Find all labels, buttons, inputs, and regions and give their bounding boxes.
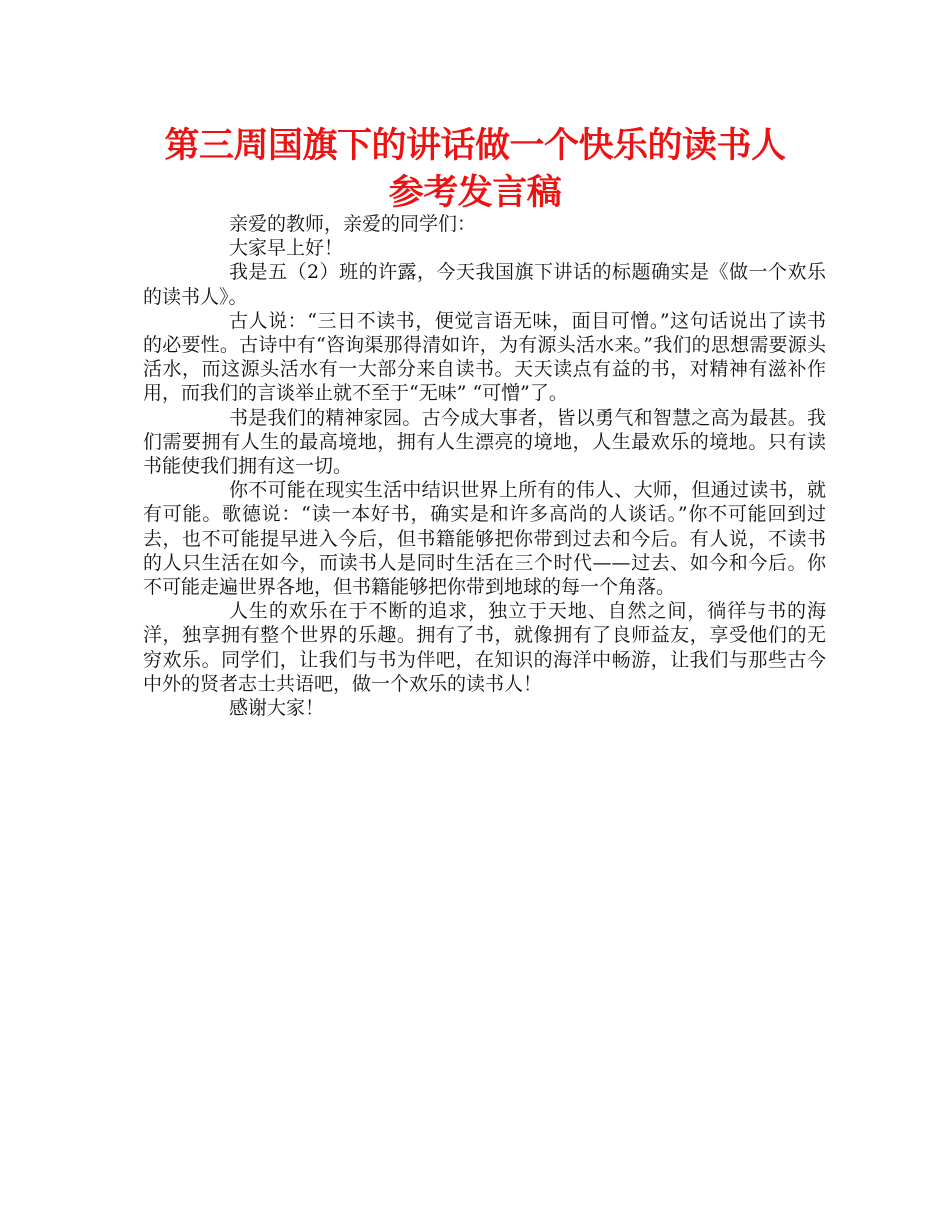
document-title-line-2: 参考发言稿 [388,173,562,213]
salutation-paragraph: 大家早上好！ [229,237,344,260]
closing-paragraph: 感谢大家！ [229,697,325,720]
intro-paragraph: 我是五（2）班的许露，今天我国旗下讲话的标题确实是《做一个欢乐的读书人》。 [143,261,826,308]
body-paragraph: 人生的欢乐在于不断的追求，独立于天地、自然之间，徜徉与书的海洋，独享拥有整个世界的乐趣。拥有了书，就像拥有了良师益友，享受他们的无穷欢乐。同学们，让我们与书为伴吧，在知识的海洋中畅游，让我们与那些古今中外的贤者志士共语吧，做一个欢乐的读书人！ [143,600,826,695]
document-body [143,212,826,720]
body-paragraph: 你不可能在现实生活中结识世界上所有的伟人、大师，但通过读书，就有可能。歌德说：“读一本好书，确实是和许多高尚的人谈话。”你不可能回到过去，也不可能提早进入今后，但书籍能够把你带到过去和今后。有人说，不读书的人只生活在如今，而读书人是同时生活在三个时代——过去、如今和今后。你不可能走遍世界各地，但书籍能够把你带到地球的每一个角落。 [143,479,826,599]
greeting-paragraph: 亲爱的教师，亲爱的同学们： [229,213,477,235]
body-paragraph: 书是我们的精神家园。古今成大事者，皆以勇气和智慧之高为最甚。我们需要拥有人生的最高境地，拥有人生漂亮的境地，人生最欢乐的境地。只有读书能使我们拥有这一切。 [143,406,826,478]
document-title-line-1: 第三周国旗下的讲话做一个快乐的读书人 [164,126,786,166]
body-paragraph: 古人说：“三日不读书，便觉言语无味，面目可憎。”这句话说出了读书的必要性。古诗中有“咨询渠那得清如许，为有源头活水来。”我们的思想需要源头活水，而这源头活水有一大部分来自读书。天天读点有益的书，对精神有滋补作用，而我们的言谈举止就不至于“无味” “可憎”了。 [143,309,826,405]
